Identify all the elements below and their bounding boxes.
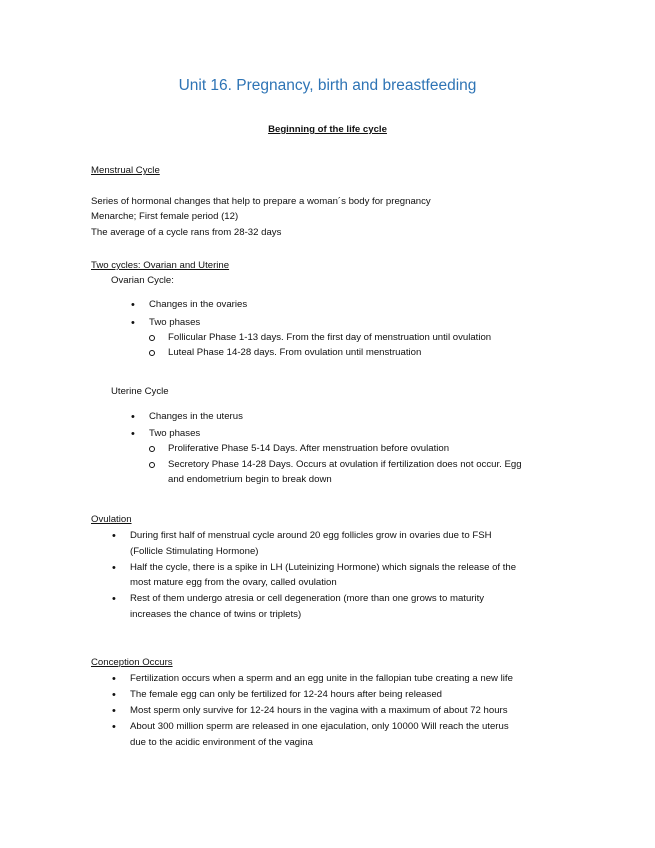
sub-bullet-icon [149,462,155,468]
sub-bullet-icon [149,335,155,341]
sub-bullet-icon [149,446,155,452]
list-item: Most sperm only survive for 12-24 hours in the vagina with a maximum of about 72 hours [130,705,508,716]
list-item: Fertilization occurs when a sperm and an egg unite in the fallopian tube creating a new life [130,673,513,684]
menstrual-line: Series of hormonal changes that help to prepare a woman´s body for pregnancy [91,196,431,207]
list-item-continuation: (Follicle Stimulating Hormone) [130,546,259,557]
bullet-icon: • [112,562,116,574]
menstrual-line: The average of a cycle rans from 28-32 days [91,227,282,238]
heading-two-cycles: Two cycles: Ovarian and Uterine [91,260,230,271]
bullet-icon: • [112,530,116,542]
sub-bullet-icon [149,350,155,356]
bullet-icon: • [131,299,135,311]
bullet-icon: • [112,689,116,701]
sub-list-item: Follicular Phase 1-13 days. From the first day of menstruation until ovulation [168,332,492,343]
uterine-cycle-label: Uterine Cycle [111,386,169,397]
list-item: Rest of them undergo atresia or cell degeneration (more than one grows to maturity [130,593,485,604]
bullet-icon: • [112,593,116,605]
bullet-icon: • [112,721,116,733]
bullet-icon: • [112,673,116,685]
document-subtitle: Beginning of the life cycle [268,124,387,135]
bullet-icon: • [131,411,135,423]
bullet-icon: • [131,317,135,329]
list-item: Two phases [149,428,201,439]
list-item: Half the cycle, there is a spike in LH (Luteinizing Hormone) which signals the release of the [130,562,517,573]
sub-list-item: Luteal Phase 14-28 days. From ovulation until menstruation [168,347,422,358]
menstrual-line: Menarche; First female period (12) [91,211,239,222]
list-item: Changes in the uterus [149,411,243,422]
heading-conception: Conception Occurs [91,657,173,668]
list-item: The female egg can only be fertilized for 12-24 hours after being released [130,689,442,700]
list-item-continuation: due to the acidic environment of the vagina [130,737,313,748]
document-title: Unit 16. Pregnancy, birth and breastfeeding [178,77,477,94]
heading-menstrual-cycle: Menstrual Cycle [91,165,160,176]
list-item: Two phases [149,317,201,328]
list-item-continuation: increases the chance of twins or triplets) [130,609,302,620]
ovarian-cycle-label: Ovarian Cycle: [111,275,174,286]
bullet-icon: • [131,428,135,440]
list-item: During first half of menstrual cycle around 20 egg follicles grow in ovaries due to FSH [130,530,492,541]
heading-ovulation: Ovulation [91,514,132,525]
sub-list-item-continuation: and endometrium begin to break down [168,474,332,485]
list-item: About 300 million sperm are released in one ejaculation, only 10000 Will reach the uterus [130,721,509,732]
bullet-icon: • [112,705,116,717]
list-item-continuation: most mature egg from the ovary, called ovulation [130,577,337,588]
sub-list-item: Secretory Phase 14-28 Days. Occurs at ovulation if fertilization does not occur. Egg [168,459,522,470]
list-item: Changes in the ovaries [149,299,248,310]
sub-list-item: Proliferative Phase 5-14 Days. After menstruation before ovulation [168,443,450,454]
